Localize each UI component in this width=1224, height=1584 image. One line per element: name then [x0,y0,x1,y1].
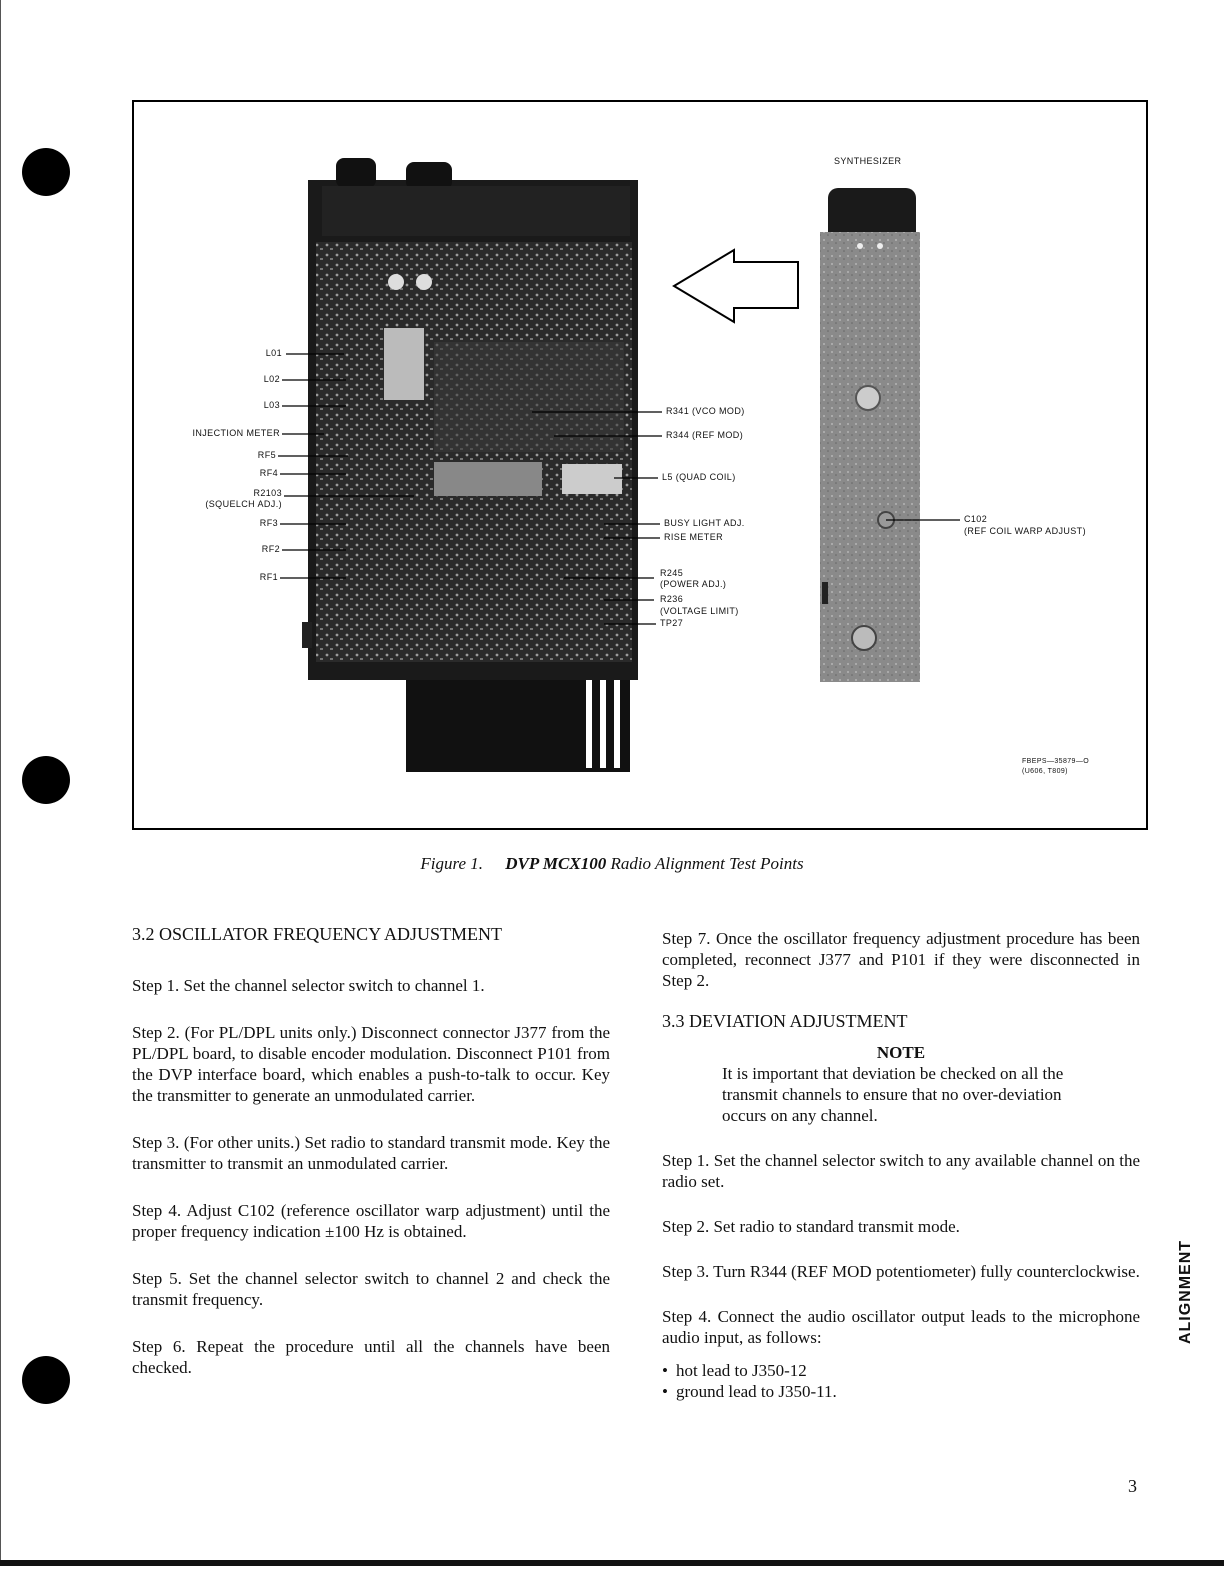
right-step-4: Step 4. Connect the audio oscillator output leads to the microphone audio input, as follows: [662,1307,1140,1347]
left-step-2: Step 2. (For PL/DPL units only.) Disconnect connector J377 from the PL/DPL board, to disable encoder modulation. Disconnect P101 from the DVP interface board, which enables a push-to-talk to occur. Key the transmitter to generate an unmodulated carrier. [132,1023,610,1105]
label-rise-meter: RISE METER [664,532,724,542]
punch-hole-bottom [22,1356,70,1404]
label-r236: R236 [660,594,684,604]
radio-board-illustration [134,102,1146,828]
label-lo3: L03 [263,400,280,410]
label-rf5: RF5 [257,450,276,460]
caption-prefix: Figure 1. [420,854,484,873]
label-rf4: RF4 [259,468,278,478]
label-squelch-adj: (SQUELCH ADJ.) [205,499,282,509]
left-step-1: Step 1. Set the channel selector switch to channel 1. [132,976,485,995]
radio-main-unit [302,158,638,772]
figure-ref-sub: (U606, T809) [1022,768,1068,775]
left-edge-mark [0,0,1,1560]
caption-title-rest: Radio Alignment Test Points [610,854,804,873]
label-r341: R341 (VCO MOD) [666,406,745,416]
right-column [662,928,1140,1402]
bottom-rule [0,1560,1224,1566]
label-rf3: RF3 [259,518,278,528]
label-voltage-limit: (VOLTAGE LIMIT) [660,606,739,616]
side-tab-label: ALIGNMENT [1177,1239,1195,1345]
note-body: It is important that deviation be checked on all the transmit channels to ensure that no over-deviation occurs on any channel. [722,1064,1064,1125]
note-title: NOTE [876,1043,926,1062]
left-step-6: Step 6. Repeat the procedure until all the channels have been checked. [132,1337,610,1377]
pointing-arrow [674,250,798,322]
section-heading-3-3: 3.3 DEVIATION ADJUSTMENT [662,1011,908,1031]
punch-hole-top [22,148,70,196]
label-power-adj: (POWER ADJ.) [660,579,727,589]
label-busy-light: BUSY LIGHT ADJ. [664,518,745,528]
label-lo2: L02 [263,374,280,384]
synthesizer-board [820,188,920,682]
section-side-tab [1166,1232,1206,1352]
left-column [132,924,610,1399]
label-l5: L5 (QUAD COIL) [662,472,736,482]
caption-title-bold: DVP MCX100 [505,854,607,873]
right-step-2: Step 2. Set radio to standard transmit mode. [662,1217,960,1236]
figure-caption [0,854,1224,874]
label-c102: C102 [964,514,988,524]
page-number: 3 [1128,1476,1137,1496]
label-tp27: TP27 [660,618,684,628]
left-step-5: Step 5. Set the channel selector switch to channel 2 and check the transmit frequency. [132,1269,610,1309]
label-r344: R344 (REF MOD) [666,430,744,440]
label-rf2: RF2 [261,544,280,554]
right-step-1: Step 1. Set the channel selector switch to any available channel on the radio set. [662,1151,1140,1191]
section-heading-3-2: 3.2 OSCILLATOR FREQUENCY ADJUSTMENT [132,924,503,944]
lead-connection-list [662,1360,1140,1402]
right-step-7: Step 7. Once the oscillator frequency adjustment procedure has been completed, reconnect J377 and P101 if they were disconnected in Step 2. [662,929,1140,990]
label-lo1: L01 [265,348,282,358]
label-c102-desc: (REF COIL WARP ADJUST) [964,526,1086,536]
label-synthesizer: SYNTHESIZER [834,156,902,166]
label-injection-meter: INJECTION METER [192,428,280,438]
label-rf1: RF1 [259,572,278,582]
list-item: • ground lead to J350-11. [662,1381,1140,1402]
label-r245: R245 [660,568,684,578]
figure-frame [132,100,1148,830]
left-step-4: Step 4. Adjust C102 (reference oscillator warp adjustment) until the proper frequency indication ±100 Hz is obtained. [132,1201,610,1241]
list-item: • hot lead to J350-12 [662,1360,1140,1381]
left-step-3: Step 3. (For other units.) Set radio to standard transmit mode. Key the transmitter to transmit an unmodulated carrier. [132,1133,610,1173]
punch-hole-middle [22,756,70,804]
figure-ref-code: FBEPS—35879—O [1022,758,1090,765]
label-r2103: R2103 [253,488,282,498]
right-step-3: Step 3. Turn R344 (REF MOD potentiometer) fully counterclockwise. [662,1262,1140,1281]
